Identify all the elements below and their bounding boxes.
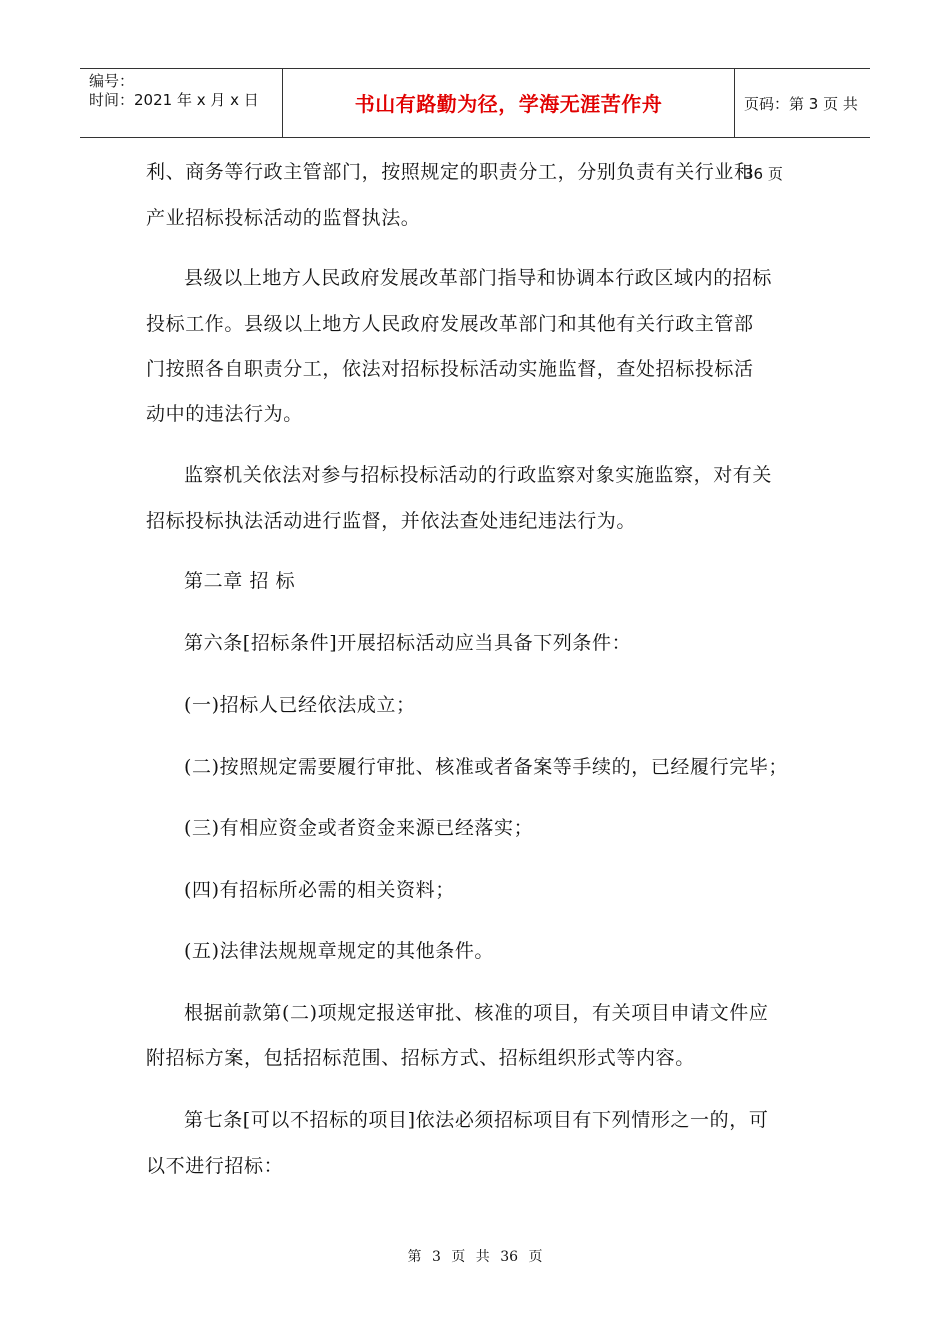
body-line: 动中的违法行为。 xyxy=(146,403,303,425)
body-line: 利、商务等行政主管部门，按照规定的职责分工，分别负责有关行业和 xyxy=(146,161,754,183)
page-footer: 第 3 页 共 36 页 xyxy=(407,1249,543,1265)
header-page-info: 页码：第 3 页 共 36 页 xyxy=(744,95,858,183)
body-line: 产业招标投标活动的监督执法。 xyxy=(146,207,421,229)
body-line: 根据前款第(二)项规定报送审批、核准的项目，有关项目申请文件应 xyxy=(184,1002,769,1024)
chapter-heading: 第二章 招 标 xyxy=(184,570,296,592)
article-heading: 第七条[可以不招标的项目]依法必须招标项目有下列情形之一的，可 xyxy=(184,1109,769,1131)
document-date-label: 时间：2021 年 x 月 x 日 xyxy=(89,91,259,109)
header-motto: 书山有路勤为径，学海无涯苦作舟 xyxy=(283,69,735,137)
document-number-label: 编号： xyxy=(89,72,135,90)
article-heading: 第六条[招标条件]开展招标活动应当具备下列条件： xyxy=(184,632,632,654)
body-line: 监察机关依法对参与招标投标活动的行政监察对象实施监察，对有关 xyxy=(184,464,773,486)
list-item: (一)招标人已经依法成立； xyxy=(184,694,416,716)
body-line: 门按照各自职责分工，依法对招标投标活动实施监督，查处招标投标活 xyxy=(146,358,754,380)
body-line: 投标工作。县级以上地方人民政府发展改革部门和其他有关行政主管部 xyxy=(146,313,754,335)
list-item: (三)有相应资金或者资金来源已经落实； xyxy=(184,817,534,839)
body-line: 附招标方案，包括招标范围、招标方式、招标组织形式等内容。 xyxy=(146,1047,695,1069)
body-line: 招标投标执法活动进行监督，并依法查处违纪违法行为。 xyxy=(146,510,637,532)
list-item: (五)法律法规规章规定的其他条件。 xyxy=(184,940,495,962)
list-item: (四)有招标所必需的相关资料； xyxy=(184,879,455,901)
body-line: 县级以上地方人民政府发展改革部门指导和协调本行政区域内的招标 xyxy=(184,267,773,289)
body-line: 以不进行招标： xyxy=(146,1155,284,1177)
list-item: (二)按照规定需要履行审批、核准或者备案等手续的，已经履行完毕； xyxy=(184,756,789,778)
header-meta-cell xyxy=(80,69,283,137)
